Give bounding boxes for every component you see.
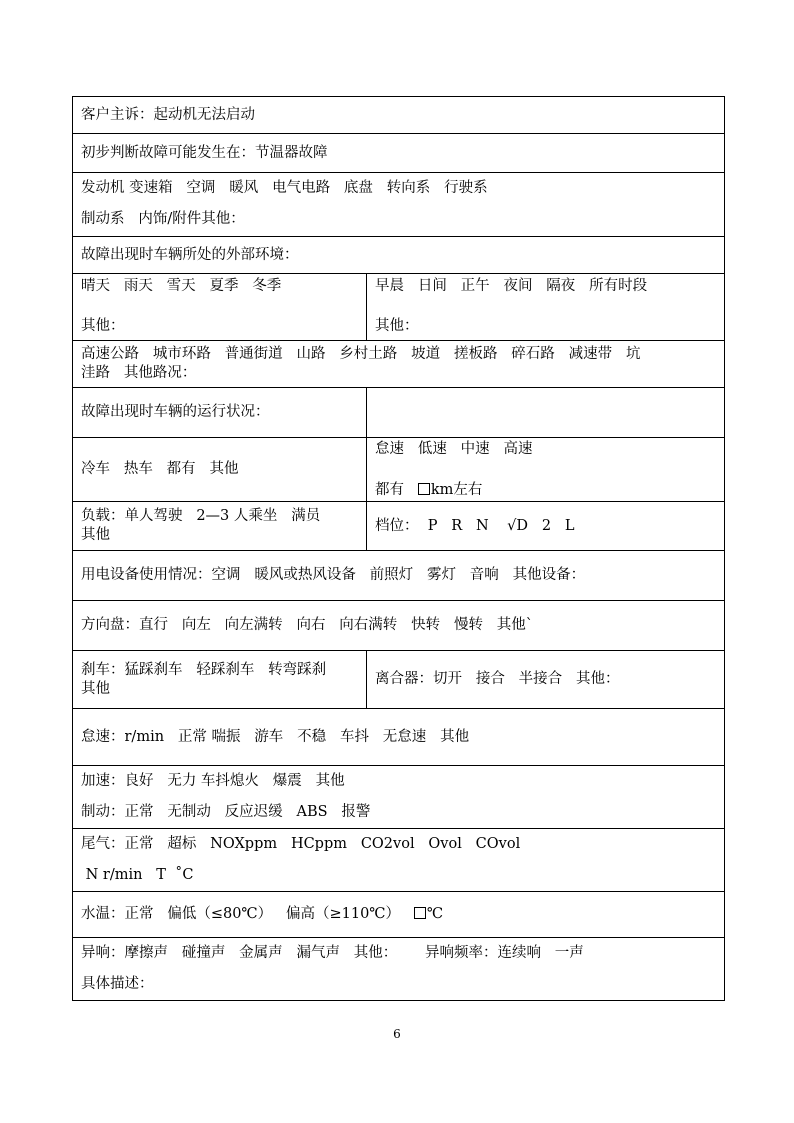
load-gear-row — [72, 502, 725, 551]
temperature-options: 冷车 热车 都有 其他 — [81, 461, 239, 477]
water-temp-unit: ℃ — [426, 906, 444, 922]
running-title: 故障出现时车辆的运行状况： — [81, 404, 270, 420]
exhaust-line-2: N r/min T ˚C — [81, 867, 194, 883]
page-number: 6 — [393, 1027, 401, 1041]
speed-all-line — [375, 481, 716, 500]
complaint-row — [72, 96, 725, 134]
weather-time-row — [72, 274, 725, 341]
water-temp-text: 水温：正常 偏低（≤80℃） 偏高（≥110℃） — [81, 906, 401, 922]
systems-line-2: 制动系 内饰/附件其他： — [81, 211, 245, 227]
speed-options: 怠速 低速 中速 高速 — [375, 441, 533, 457]
load-line-1: 负载：单人驾驶 2—3 人乘坐 满员 — [81, 508, 321, 524]
electrical-text: 用电设备使用情况：空调 暖风或热风设备 前照灯 雾灯 音响 其他设备： — [81, 567, 586, 583]
idle-text: 怠速：r/min 正常 喘振 游车 不稳 车抖 无怠速 其他 — [81, 728, 470, 745]
roads-row — [72, 341, 725, 388]
noise-row — [72, 938, 725, 1001]
environment-title-row — [72, 237, 725, 274]
accel-brake-row — [72, 766, 725, 829]
systems-line-1: 发动机 变速箱 空调 暖风 电气电路 底盘 转向系 行驶系 — [81, 180, 488, 196]
speed-all: 都有 — [375, 482, 404, 498]
temperature-speed-row — [72, 438, 725, 502]
steering-row — [72, 601, 725, 651]
time-other: 其他： — [375, 318, 419, 334]
noise-text: 异响：摩擦声 碰撞声 金属声 漏气声 其他： 异响频率：连续响 一声 — [81, 945, 584, 961]
roads-line-1: 高速公路 城市环路 普通街道 山路 乡村土路 坡道 搓板路 碎石路 减速带 坑 — [81, 346, 641, 362]
idle-row — [72, 709, 725, 766]
systems-row — [72, 173, 725, 237]
roads-line-2: 洼路 其他路况： — [81, 365, 197, 381]
water-temp-line — [81, 905, 716, 924]
diagnosis-row — [72, 134, 725, 173]
running-title-row — [72, 388, 725, 438]
weather-other: 其他： — [81, 318, 125, 334]
noise-description: 具体描述： — [81, 976, 154, 992]
gear-options: 档位： P R N √D 2 L — [375, 517, 575, 534]
clutch-options: 离合器：切开 接合 半接合 其他： — [375, 671, 620, 687]
time-options: 早晨 日间 正午 夜间 隔夜 所有时段 — [375, 278, 648, 294]
checkbox-icon — [414, 907, 426, 919]
exhaust-row — [72, 829, 725, 892]
exhaust-line-1: 尾气：正常 超标 NOXppm HCppm CO2vol Ovol COvol — [81, 836, 521, 852]
load-line-2: 其他 — [81, 527, 110, 543]
checkbox-icon — [418, 483, 430, 495]
complaint-text: 客户主诉：起动机无法启动 — [81, 106, 255, 123]
steering-text: 方向盘：直行 向左 向左满转 向右 向右满转 快转 慢转 其他` — [81, 617, 534, 633]
speed-km: km左右 — [430, 482, 483, 498]
diagnosis-text: 初步判断故障可能发生在：节温器故障 — [81, 144, 328, 161]
braking-text: 制动：正常 无制动 反应迟缓 ABS 报警 — [81, 804, 371, 820]
brake-line-1: 刹车：猛踩刹车 轻踩刹车 转弯踩刹 — [81, 661, 327, 678]
water-temp-row — [72, 892, 725, 938]
vehicle-fault-form — [72, 96, 725, 1001]
brake-line-2: 其他 — [81, 680, 110, 697]
brake-clutch-row — [72, 651, 725, 709]
weather-options: 晴天 雨天 雪天 夏季 冬季 — [81, 278, 282, 294]
accel-text: 加速：良好 无力 车抖熄火 爆震 其他 — [81, 773, 345, 789]
environment-title: 故障出现时车辆所处的外部环境： — [81, 246, 299, 263]
electrical-row — [72, 551, 725, 601]
